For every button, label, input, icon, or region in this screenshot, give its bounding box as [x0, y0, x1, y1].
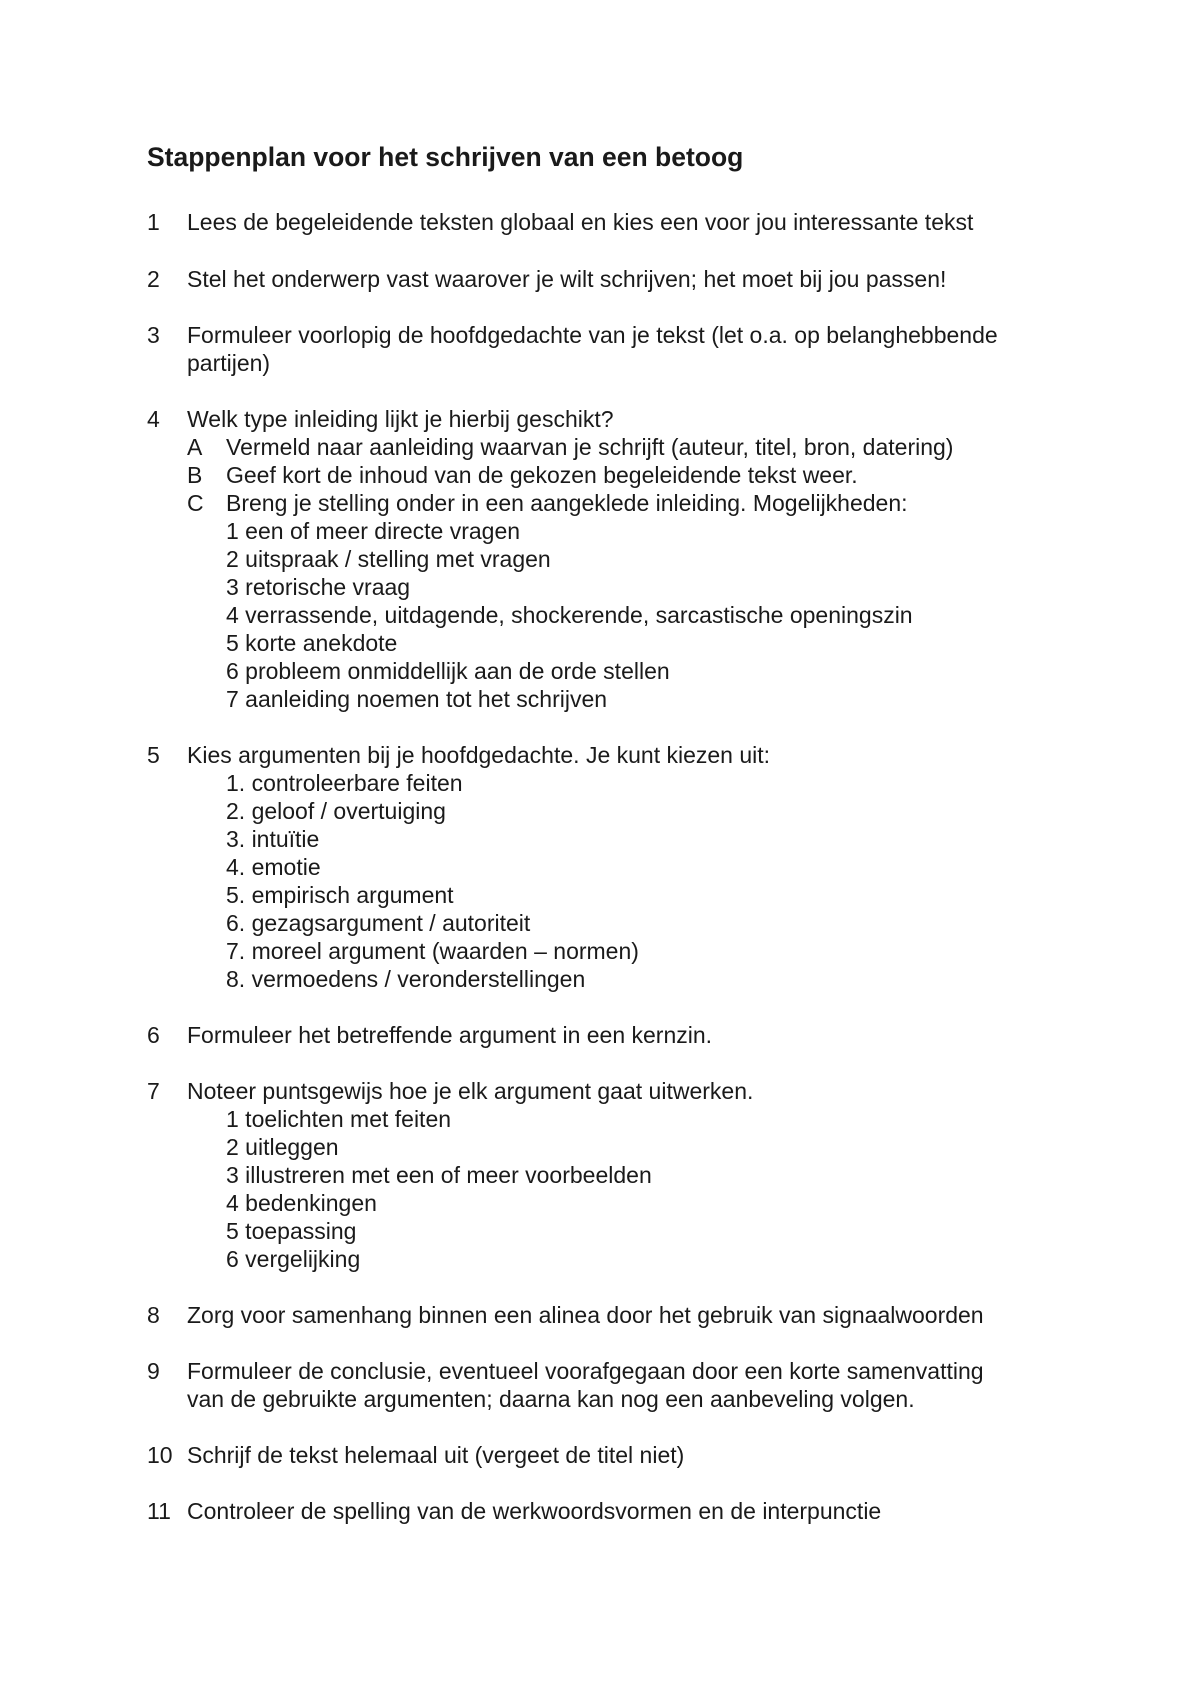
sub-item: 2 uitleggen — [226, 1134, 339, 1160]
sub-item: 1 toelichten met feiten — [226, 1106, 452, 1132]
step-text: Lees de begeleidende teksten globaal en kies een voor jou interessante tekst — [187, 209, 974, 235]
sub-item: 2. geloof / overtuiging — [226, 798, 446, 824]
step-number: 9 — [147, 1358, 160, 1384]
step-number: 11 — [147, 1498, 171, 1524]
step-number: 10 — [147, 1442, 173, 1468]
step-text: Formuleer het betreffende argument in een kernzin. — [187, 1022, 713, 1048]
sub-item: 7 aanleiding noemen tot het schrijven — [226, 686, 608, 712]
sub-item: 5 korte anekdote — [226, 630, 398, 656]
step-text: Stel het onderwerp vast waarover je wilt schrijven; het moet bij jou passen! — [187, 266, 947, 292]
step-number: 2 — [147, 266, 160, 292]
step-text: Kies argumenten bij je hoofdgedachte. Je kunt kiezen uit: — [187, 742, 771, 768]
sub-item: 5 toepassing — [226, 1218, 357, 1244]
page-title: Stappenplan voor het schrijven van een betoog — [147, 142, 744, 172]
step-number: 6 — [147, 1022, 160, 1048]
step-text: Formuleer voorlopig de hoofdgedachte van je tekst (let o.a. op belanghebbende — [187, 322, 998, 348]
step-number: 8 — [147, 1302, 160, 1328]
step-text: Noteer puntsgewijs hoe je elk argument gaat uitwerken. — [187, 1078, 754, 1104]
sub-item: 6. gezagsargument / autoriteit — [226, 910, 531, 936]
step-number: 4 — [147, 406, 160, 432]
sub-item: 3. intuïtie — [226, 826, 320, 852]
option-text: Geef kort de inhoud van de gekozen begeleidende tekst weer. — [226, 462, 858, 488]
option-text: Vermeld naar aanleiding waarvan je schrijft (auteur, titel, bron, datering) — [226, 434, 954, 460]
sub-item: 2 uitspraak / stelling met vragen — [226, 546, 551, 572]
option-letter: A — [187, 434, 203, 460]
step-text: Controleer de spelling van de werkwoordsvormen en de interpunctie — [187, 1498, 882, 1524]
sub-item: 7. moreel argument (waarden – normen) — [226, 938, 639, 964]
step-number: 1 — [147, 209, 160, 235]
step-number: 7 — [147, 1078, 160, 1104]
sub-item: 3 retorische vraag — [226, 574, 411, 600]
sub-item: 5. empirisch argument — [226, 882, 454, 908]
step-number: 3 — [147, 322, 160, 348]
sub-item: 4 verrassende, uitdagende, shockerende, sarcastische openingszin — [226, 602, 913, 628]
sub-item: 4 bedenkingen — [226, 1190, 377, 1216]
option-text: Breng je stelling onder in een aangeklede inleiding. Mogelijkheden: — [226, 490, 908, 516]
step-number: 5 — [147, 742, 160, 768]
step-text: van de gebruikte argumenten; daarna kan nog een aanbeveling volgen. — [187, 1386, 915, 1412]
sub-item: 1 een of meer directe vragen — [226, 518, 521, 544]
step-text: Welk type inleiding lijkt je hierbij geschikt? — [187, 406, 614, 432]
sub-item: 4. emotie — [226, 854, 321, 880]
sub-item: 3 illustreren met een of meer voorbeelden — [226, 1162, 652, 1188]
sub-item: 8. vermoedens / veronderstellingen — [226, 966, 586, 992]
step-text: partijen) — [187, 350, 271, 376]
step-text: Schrijf de tekst helemaal uit (vergeet de titel niet) — [187, 1442, 685, 1468]
option-letter: C — [187, 490, 204, 516]
step-text: Formuleer de conclusie, eventueel voorafgegaan door een korte samenvatting — [187, 1358, 984, 1384]
step-text: Zorg voor samenhang binnen een alinea door het gebruik van signaalwoorden — [187, 1302, 984, 1328]
option-letter: B — [187, 462, 203, 488]
sub-item: 6 vergelijking — [226, 1246, 361, 1272]
sub-item: 6 probleem onmiddellijk aan de orde stellen — [226, 658, 670, 684]
sub-item: 1. controleerbare feiten — [226, 770, 463, 796]
